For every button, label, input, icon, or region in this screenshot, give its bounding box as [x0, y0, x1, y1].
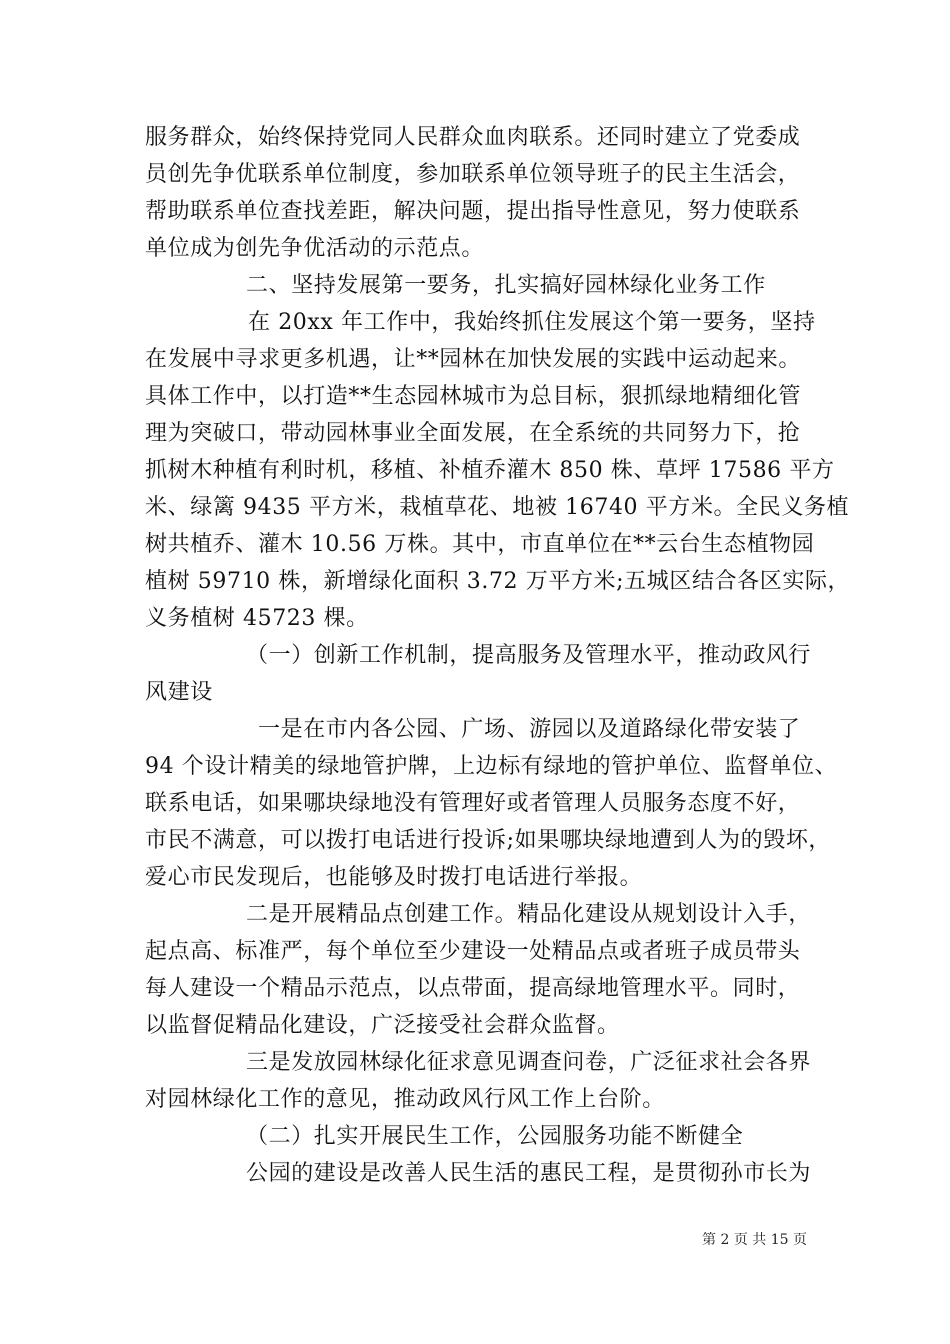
text-line: 在 20xx 年工作中，我始终抓住发展这个第一要务，坚持	[248, 310, 816, 335]
section-heading: 二、坚持发展第一要务，扎实搞好园林绿化业务工作	[246, 273, 766, 298]
text-line: 员创先争优联系单位制度，参加联系单位领导班子的民主生活会，	[145, 162, 801, 187]
subsection-heading: （二）扎实开展民生工作，公园服务功能不断健全	[246, 1124, 744, 1149]
text-line: 单位成为创先争优活动的示范点。	[145, 236, 485, 261]
text-line: 三是发放园林绿化征求意见调查问卷，广泛征求社会各界	[246, 1050, 812, 1075]
text-line: 抓树木种植有利时机，移植、补植乔灌木 850 株、草坪 17586 平方	[145, 458, 835, 483]
text-line: 服务群众，始终保持党同人民群众血肉联系。还同时建立了党委成	[145, 125, 801, 150]
text-line: 植树 59710 株，新增绿化面积 3.72 万平方米;五城区结合各区实际，	[145, 569, 851, 594]
text-line: 具体工作中，以打造**生态园林城市为总目标，狠抓绿地精细化管	[145, 384, 802, 409]
text-line: 爱心市民发现后，也能够及时拨打电话进行举报。	[145, 865, 643, 890]
text-line: 义务植树 45723 棵。	[145, 606, 369, 631]
text-line: 对园林绿化工作的意见，推动政风行风工作上台阶。	[145, 1087, 665, 1112]
text-line: 在发展中寻求更多机遇，让**园林在加快发展的实践中运动起来。	[145, 347, 802, 372]
text-line: 以监督促精品化建设，广泛接受社会群众监督。	[145, 1013, 620, 1038]
text-line: 每人建设一个精品示范点，以点带面，提高绿地管理水平。同时，	[145, 976, 801, 1001]
subsection-heading: 风建设	[145, 680, 213, 705]
subsection-heading: （一）创新工作机制，提高服务及管理水平，推动政风行	[246, 643, 812, 668]
text-line: 联系电话，如果哪块绿地没有管理好或者管理人员服务态度不好，	[145, 791, 801, 816]
text-line: 理为突破口，带动园林事业全面发展，在全系统的共同努力下，抢	[145, 421, 801, 446]
text-line: 起点高、标准严，每个单位至少建设一处精品点或者班子成员带头	[145, 939, 801, 964]
text-line: 树共植乔、灌木 10.56 万株。其中，市直单位在**云台生态植物园	[145, 532, 815, 557]
text-line: 市民不满意，可以拨打电话进行投诉;如果哪块绿地遭到人为的毁坏，	[145, 828, 832, 853]
page-number: 第 2 页 共 15 页	[702, 1232, 807, 1248]
text-line: 二是开展精品点创建工作。精品化建设从规划设计入手，	[246, 902, 812, 927]
text-line: 帮助联系单位查找差距，解决问题，提出指导性意见，努力使联系	[145, 199, 801, 224]
text-line: 米、绿篱 9435 平方米，栽植草花、地被 16740 平方米。全民义务植	[145, 495, 850, 520]
text-line: 公园的建设是改善人民生活的惠民工程，是贯彻孙市长为	[246, 1161, 812, 1186]
text-line: 94 个设计精美的绿地管护牌，上边标有绿地的管护单位、监督单位、	[145, 754, 838, 779]
text-line: 一是在市内各公园、广场、游园以及道路绿化带安装了	[258, 717, 801, 742]
